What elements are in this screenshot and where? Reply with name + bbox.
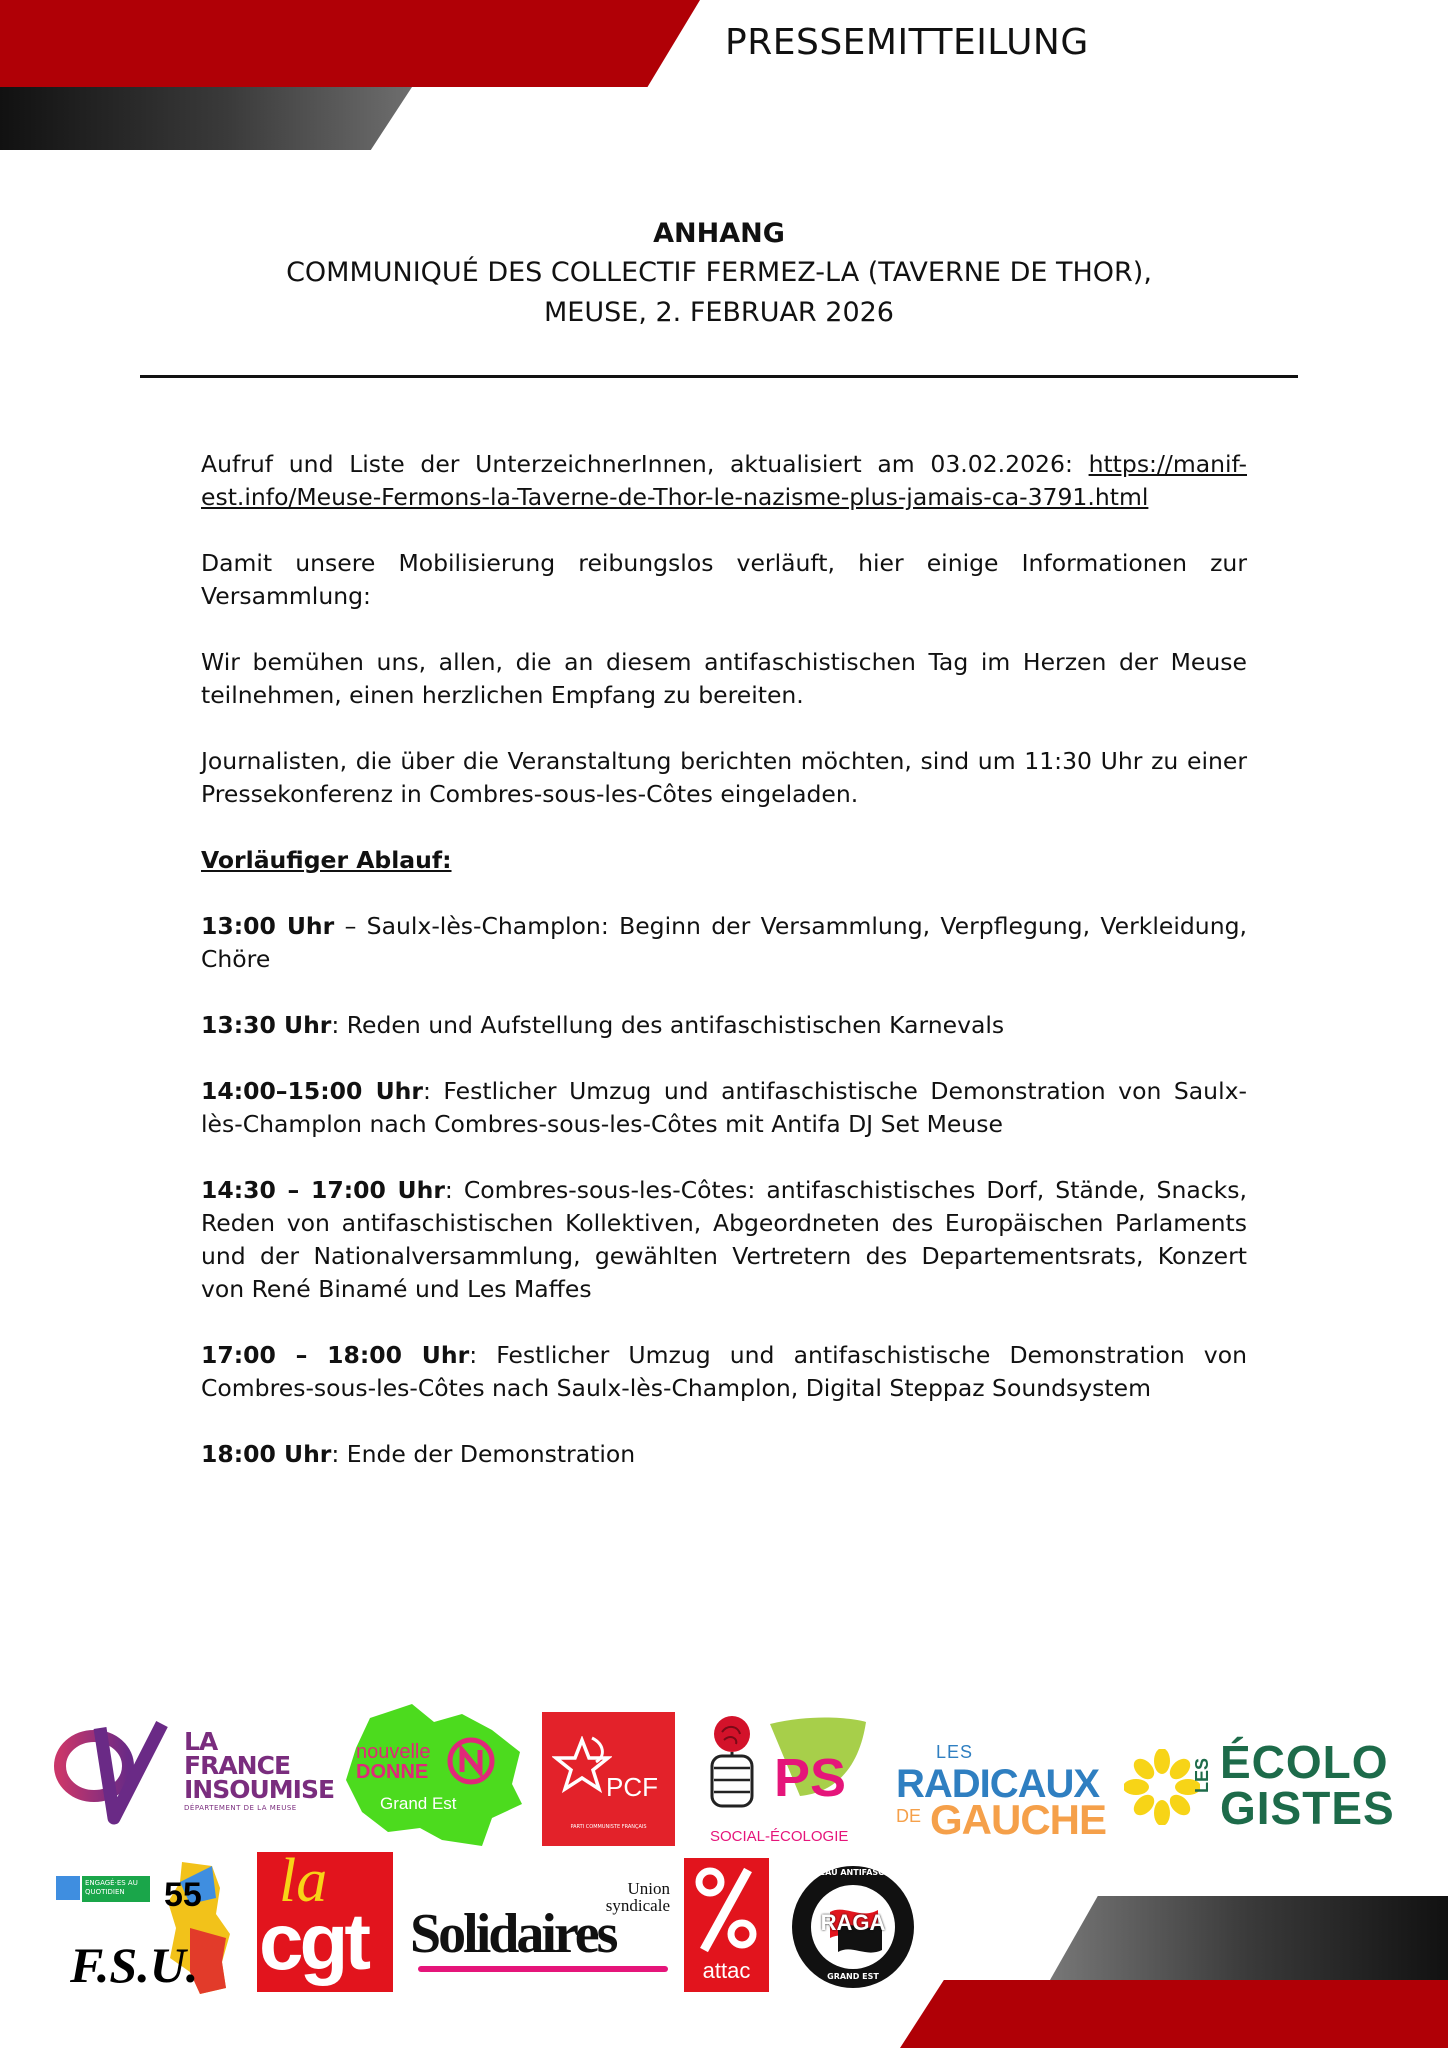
schedule-item xyxy=(201,1174,1247,1306)
schedule-text: : Festlicher Umzug und antifaschistische Demonstration von Saulx-lès-Champlon nach Combres-sous-les-Côtes mit Antifa DJ Set Meuse xyxy=(201,1077,1247,1138)
logo-la-france-insoumise xyxy=(52,1718,335,1828)
percent-icon xyxy=(684,1860,769,1958)
eco-line2: GISTES xyxy=(1220,1782,1395,1834)
schedule-text: : Ende der Demonstration xyxy=(331,1440,636,1468)
lfi-line3: INSOUMISE xyxy=(184,1775,335,1804)
raga-ring-top: RÉSEAU ANTIFASCISTE xyxy=(802,1868,904,1877)
nd-line2: DONNE xyxy=(356,1761,429,1783)
ps-name: PS xyxy=(774,1748,847,1808)
logo-attac xyxy=(684,1858,769,1992)
ps-tagline: SOCIAL-ÉCOLOGIE xyxy=(710,1828,849,1845)
solidaires-name: Solidaires xyxy=(410,1903,616,1965)
raga-center: RAGA xyxy=(820,1910,886,1935)
fsu-badge: ENGAGÉ·ES AU QUOTIDIEN xyxy=(82,1876,150,1902)
schedule-time: 13:00 Uhr xyxy=(201,912,335,940)
mobilisation-paragraph: Damit unsere Mobilisierung reibungslos verläuft, hier einige Informationen zur Versammlung: xyxy=(201,549,1247,610)
schedule-time: 14:30 – 17:00 Uhr xyxy=(201,1176,445,1204)
schedule-item xyxy=(201,1339,1247,1405)
lfi-line1: LA xyxy=(184,1727,218,1756)
eco-line1: ÉCOLO xyxy=(1220,1736,1389,1788)
schedule-time: 17:00 – 18:00 Uhr xyxy=(201,1341,470,1369)
schedule-text: : Festlicher Umzug und antifaschistische Demonstration von Combres-sous-les-Côtes nach Saulx-lès-Champlon, Digital Steppaz Soundsystem xyxy=(201,1341,1247,1402)
schedule-time: 13:30 Uhr xyxy=(201,1011,332,1039)
fsu-badge-icon xyxy=(56,1876,80,1900)
radicaux-line3: DE xyxy=(896,1806,922,1826)
solidaires-underline xyxy=(418,1966,668,1972)
header-title: PRESSEMITTEILUNG xyxy=(725,22,1089,63)
footer-red-banner xyxy=(900,1980,1448,2048)
schedule-text: – Saulx-lès-Champlon: Beginn der Versammlung, Verpflegung, Verkleidung, Chöre xyxy=(201,912,1247,973)
pcf-tagline: PARTI COMMUNISTE FRANÇAIS xyxy=(570,1824,647,1830)
schedule-item xyxy=(201,910,1247,976)
title-divider xyxy=(140,375,1298,378)
header-grey-banner xyxy=(0,87,412,150)
solidaires-top2: syndicale xyxy=(605,1896,670,1915)
schedule-time: 14:00–15:00 Uhr xyxy=(201,1077,423,1105)
body-text xyxy=(201,448,1247,1504)
pcf-name: PCF xyxy=(606,1772,658,1802)
radicaux-line4: GAUCHE xyxy=(930,1796,1107,1843)
schedule-time: 18:00 Uhr xyxy=(201,1440,332,1468)
logo-radicaux-de-gauche xyxy=(896,1740,1110,1843)
call-link[interactable]: https://manif-est.info/Meuse-Fermons-la-Taverne-de-Thor-le-nazisme-plus-jamais-ca-3791.html xyxy=(201,450,1247,511)
logo-cgt xyxy=(257,1847,393,1992)
welcome-paragraph: Wir bemühen uns, allen, die an diesem antifaschistischen Tag im Herzen der Meuse teilnehmen, einen herzlichen Empfang zu bereiten. xyxy=(201,648,1247,709)
annex-subtitle-line2: MEUSE, 2. FEBRUAR 2026 xyxy=(544,297,894,328)
schedule-text: : Reden und Aufstellung des antifaschistischen Karnevals xyxy=(331,1011,1005,1039)
nd-n-icon xyxy=(446,1736,496,1786)
annex-heading: ANHANG xyxy=(653,218,785,249)
schedule-item xyxy=(201,1438,1247,1471)
press-paragraph: Journalisten, die über die Veranstaltung berichten möchten, sind um 11:30 Uhr zu einer Pressekonferenz in Combres-sous-les-Côtes eingeladen. xyxy=(201,747,1247,808)
call-text: Aufruf und Liste der UnterzeichnerInnen, aktualisiert am 03.02.2026: xyxy=(201,450,1089,478)
footer-grey-banner xyxy=(1050,1896,1448,1980)
logo-les-ecologistes xyxy=(1124,1735,1395,1835)
fsu-name: F.S.U. xyxy=(70,1937,199,1993)
logo-nouvelle-donne xyxy=(342,1700,524,1850)
solidaires-top1: Union xyxy=(627,1879,670,1898)
logo-raga xyxy=(790,1864,916,1990)
cgt-name: cgt xyxy=(259,1897,367,1986)
attac-name: attac xyxy=(702,1958,751,1983)
sunflower-icon xyxy=(1124,1749,1200,1825)
cgt-top: la xyxy=(279,1847,328,1915)
schedule-heading-text: Vorläufiger Ablauf: xyxy=(201,846,452,874)
annex-title-block xyxy=(140,218,1298,333)
radicaux-line1: LES xyxy=(936,1742,974,1762)
logo-solidaires xyxy=(410,1880,670,1976)
eco-prefix: LES xyxy=(1192,1757,1212,1793)
lfi-phi-icon xyxy=(52,1718,172,1828)
nd-line3: Grand Est xyxy=(380,1794,457,1813)
schedule-heading xyxy=(201,844,1247,877)
nd-line1: nouvelle xyxy=(356,1741,431,1763)
pcf-star-icon xyxy=(552,1736,612,1796)
annex-subtitle-line1: COMMUNIQUÉ DES COLLECTIF FERMEZ-LA (TAVERNE DE THOR), xyxy=(286,257,1152,288)
schedule-item xyxy=(201,1009,1247,1042)
logo-ps xyxy=(700,1712,870,1850)
schedule-text: : Combres-sous-les-Côtes: antifaschistisches Dorf, Stände, Snacks, Reden von antifaschistischen Kollektiven, Abgeordneten des Europäischen Parlaments und der Nationalversammlung, gewählten Vertretern des Departementsrats, Konzert von René Binamé und Les Maffes xyxy=(201,1176,1248,1303)
lfi-tagline: DÉPARTEMENT DE LA MEUSE xyxy=(184,1804,297,1812)
schedule-item xyxy=(201,1075,1247,1141)
lfi-line2: FRANCE xyxy=(184,1751,291,1780)
raga-ring-bottom: GRAND EST xyxy=(827,1972,879,1981)
radicaux-line2: RADICAUX xyxy=(896,1762,1100,1806)
fsu-number: 55 xyxy=(164,1876,202,1914)
call-paragraph xyxy=(201,448,1247,514)
logo-fsu-55 xyxy=(56,1858,232,1998)
header-red-banner xyxy=(0,0,700,87)
logo-pcf xyxy=(542,1712,675,1846)
